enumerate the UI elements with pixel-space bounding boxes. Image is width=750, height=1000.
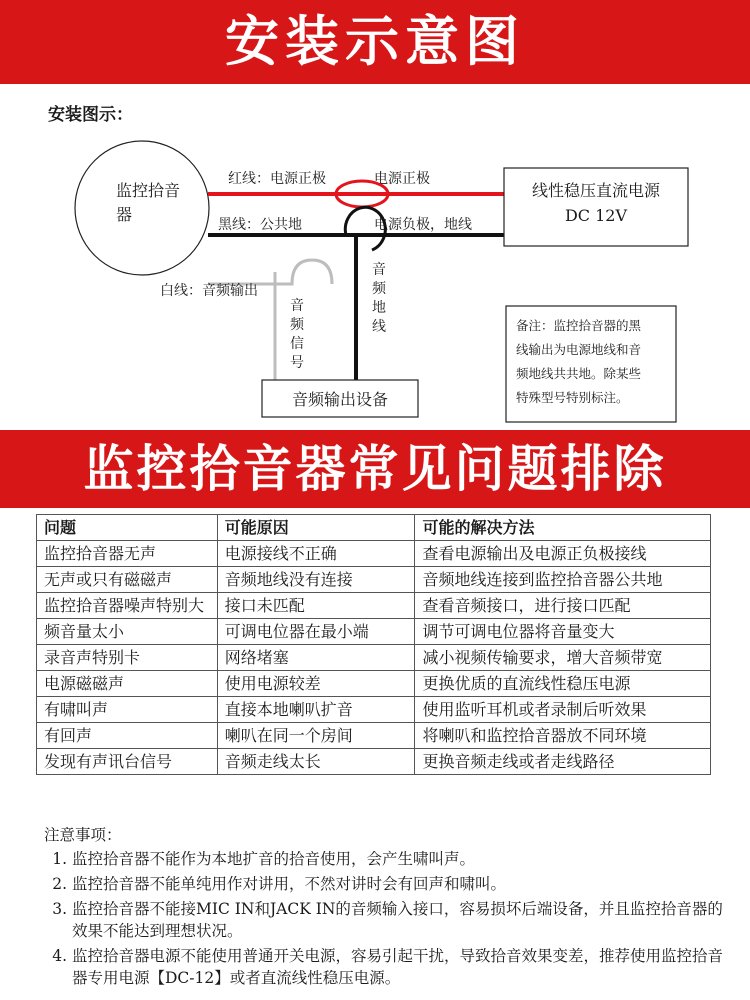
notes-title: 注意事项： xyxy=(44,826,122,844)
problem-cell: 监控拾音器噪声特别大 xyxy=(37,593,218,619)
table-row xyxy=(37,619,711,645)
white-wire-label: 白线：音频输出 xyxy=(160,283,258,299)
power-negative-label: 电源负极，地线 xyxy=(374,217,472,233)
table-row xyxy=(37,671,711,697)
table-row xyxy=(37,541,711,567)
cause-cell: 网络堵塞 xyxy=(217,645,415,671)
troubleshooting-banner: 监控拾音器常见问题排除 xyxy=(0,430,750,508)
cause-cell: 使用电源较差 xyxy=(217,671,415,697)
black-wire-label: 黑线：公共地 xyxy=(218,217,302,233)
note-item: 2. 监控拾音器不能单纯用作对讲用，不然对讲时会有回声和啸叫。 xyxy=(72,873,724,895)
problem-cell: 频音量太小 xyxy=(37,619,218,645)
power-supply-line1: 线性稳压直流电源 xyxy=(531,181,661,200)
column-header-solution: 可能的解决方法 xyxy=(415,515,711,541)
note-text: 备注：监控拾音器的黑 线输出为电源地线和音 频地线共共地。除某些 特殊型号特别标注。 xyxy=(516,318,642,405)
note-item: 3. 监控拾音器不能接MIC IN和JACK IN的音频输入接口，容易损坏后端设备，并且监控拾音器的效果不能达到理想状况。 xyxy=(72,898,724,942)
problem-cell: 监控拾音器无声 xyxy=(37,541,218,567)
table-row xyxy=(37,645,711,671)
problem-cell: 有回声 xyxy=(37,723,218,749)
troubleshooting-table xyxy=(36,514,711,775)
notes-list xyxy=(44,848,724,989)
white-wire xyxy=(208,260,332,284)
solution-cell: 查看电源输出及电源正负极接线 xyxy=(415,541,711,567)
problem-cell: 电源磁磁声 xyxy=(37,671,218,697)
solution-cell: 音频地线连接到监控拾音器公共地 xyxy=(415,567,711,593)
column-header-cause: 可能原因 xyxy=(217,515,415,541)
solution-cell: 减小视频传输要求，增大音频带宽 xyxy=(415,645,711,671)
note-item: 1. 监控拾音器不能作为本地扩音的拾音使用，会产生啸叫声。 xyxy=(72,848,724,870)
solution-cell: 调节可调电位器将音量变大 xyxy=(415,619,711,645)
cause-cell: 音频地线没有连接 xyxy=(217,567,415,593)
solution-cell: 查看音频接口，进行接口匹配 xyxy=(415,593,711,619)
problem-cell: 录音声特别卡 xyxy=(37,645,218,671)
cause-cell: 喇叭在同一个房间 xyxy=(217,723,415,749)
cause-cell: 接口未匹配 xyxy=(217,593,415,619)
solution-cell: 将喇叭和监控拾音器放不同环境 xyxy=(415,723,711,749)
pickup-label-line2: 器 xyxy=(116,205,133,224)
column-header-problem: 问题 xyxy=(37,515,218,541)
red-wire-label: 红线：电源正极 xyxy=(228,171,326,187)
problem-cell: 发现有声讯台信号 xyxy=(37,749,218,775)
power-supply-line2: DC 12V xyxy=(564,206,628,225)
solution-cell: 更换音频走线或者走线路径 xyxy=(415,749,711,775)
problem-cell: 有啸叫声 xyxy=(37,697,218,723)
note-item: 4. 监控拾音器电源不能使用普通开关电源，容易引起干扰，导致拾音效果变差，推荐使用监控拾音器专用电源【DC-12】或者直流线性稳压电源。 xyxy=(72,945,724,989)
power-positive-label: 电源正极 xyxy=(374,171,430,187)
notes-section xyxy=(44,824,724,992)
table-row xyxy=(37,697,711,723)
problem-cell: 无声或只有磁磁声 xyxy=(37,567,218,593)
cause-cell: 音频走线太长 xyxy=(217,749,415,775)
pickup-label-line1: 监控拾音 xyxy=(116,181,181,200)
table-row xyxy=(37,749,711,775)
audio-output-device-label: 音频输出设备 xyxy=(291,390,389,409)
cause-cell: 电源接线不正确 xyxy=(217,541,415,567)
solution-cell: 使用监听耳机或者录制后听效果 xyxy=(415,697,711,723)
pickup-device-circle xyxy=(75,141,209,275)
table-row xyxy=(37,593,711,619)
wiring-diagram xyxy=(0,84,750,430)
audio-ground-label: 音 频 地 线 xyxy=(372,262,386,335)
audio-signal-label: 音 频 信 号 xyxy=(290,298,304,371)
cause-cell: 直接本地喇叭扩音 xyxy=(217,697,415,723)
solution-cell: 更换优质的直流线性稳压电源 xyxy=(415,671,711,697)
install-diagram-banner: 安装示意图 xyxy=(0,0,750,84)
cause-cell: 可调电位器在最小端 xyxy=(217,619,415,645)
table-row xyxy=(37,567,711,593)
install-diagram-subtitle: 安装图示： xyxy=(48,105,133,125)
table-row xyxy=(37,723,711,749)
table-header-row xyxy=(37,515,711,541)
